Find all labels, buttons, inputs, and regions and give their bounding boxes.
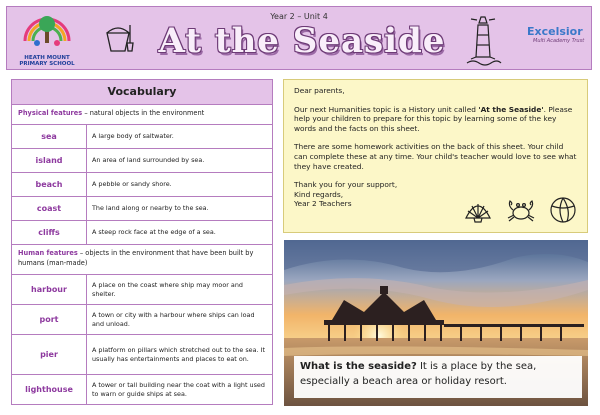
letter-text: . Please help your children to prepare for this topic by learning some of the key words and the facts on this sheet. [294, 104, 573, 133]
bucket-spade-icon [103, 21, 137, 59]
term-sea: sea [12, 125, 87, 148]
crab-icon [505, 196, 537, 224]
definition: The land along or nearby to the sea. [92, 204, 209, 212]
vocabulary-heading: Vocabulary [12, 80, 272, 105]
letter-regards: Kind regards, [294, 189, 344, 199]
brand-tagline: Multi Academy Trust [533, 38, 585, 44]
header-banner [6, 6, 592, 70]
term-lighthouse: lighthouse [12, 375, 87, 404]
table-row [12, 275, 272, 305]
lighthouse-icon [463, 13, 503, 71]
definition: A tower or tall building near the coat with a light used to warn or guide ships at sea. [92, 380, 265, 398]
definition: A pebble or sandy shore. [92, 180, 172, 188]
term-beach: beach [12, 173, 87, 196]
table-row [12, 173, 272, 197]
section-description: – objects in the environment that have been built by humans (man-made) [18, 249, 254, 267]
section-name: Physical features [18, 109, 83, 117]
definition: An area of land surrounded by sea. [92, 156, 205, 164]
letter-paragraph-2: There are some homework activities on the back of this sheet. Your child can complete these at any time. Your child's teacher would love to see what they have created. [294, 142, 577, 171]
caption-answer: It is a place by the sea, especially a beach area or holiday resort. [300, 361, 537, 387]
brand-name: Excelsior [527, 25, 583, 38]
table-row [12, 221, 272, 245]
definition: A platform on pillars which stretched out to the sea. It usually has entertainments and places to eat on. [92, 345, 265, 363]
term-harbour: harbour [12, 275, 87, 304]
section-name: Human features [18, 249, 78, 257]
definition: A town or city with a harbour where ships can load and unload. [92, 310, 255, 328]
table-row [12, 149, 272, 173]
term-pier: pier [12, 335, 87, 374]
term-coast: coast [12, 197, 87, 220]
shell-icon [463, 198, 493, 224]
letter-icons [463, 196, 577, 224]
vocabulary-table [11, 79, 273, 405]
letter-thanks: Thank you for your support, [294, 180, 398, 190]
table-row [12, 335, 272, 375]
term-island: island [12, 149, 87, 172]
definition: A large body of saltwater. [92, 132, 174, 140]
table-row [12, 375, 272, 404]
parent-letter [283, 79, 588, 233]
letter-paragraph-1 [294, 105, 577, 134]
letter-signoff: Year 2 Teachers [294, 199, 352, 209]
definition: A steep rock face at the edge of a sea. [92, 228, 216, 236]
term-cliffs: cliffs [12, 221, 87, 244]
school-name-line2: PRIMARY SCHOOL [19, 61, 75, 67]
school-name-line1: HEATH MOUNT [24, 55, 70, 61]
table-row [12, 305, 272, 335]
topic-name: 'At the Seaside' [478, 104, 544, 114]
letter-text: Our next Humanities topic is a History unit called [294, 104, 479, 114]
definition: A place on the coast where ship may moor and shelter. [92, 280, 243, 298]
seaside-caption [294, 356, 582, 398]
table-row [12, 197, 272, 221]
page-title: At the Seaside [158, 21, 446, 61]
beach-ball-icon [549, 196, 577, 224]
term-port: port [12, 305, 87, 334]
caption-question: What is the seaside? [300, 361, 417, 372]
letter-greeting: Dear parents, [294, 86, 345, 95]
excelsior-logo [527, 25, 587, 44]
section-description: – natural objects in the environment [82, 109, 205, 117]
section-physical-features [12, 105, 272, 125]
table-row [12, 125, 272, 149]
section-human-features [12, 245, 272, 275]
unit-subtitle: Year 2 – Unit 4 [270, 12, 328, 21]
